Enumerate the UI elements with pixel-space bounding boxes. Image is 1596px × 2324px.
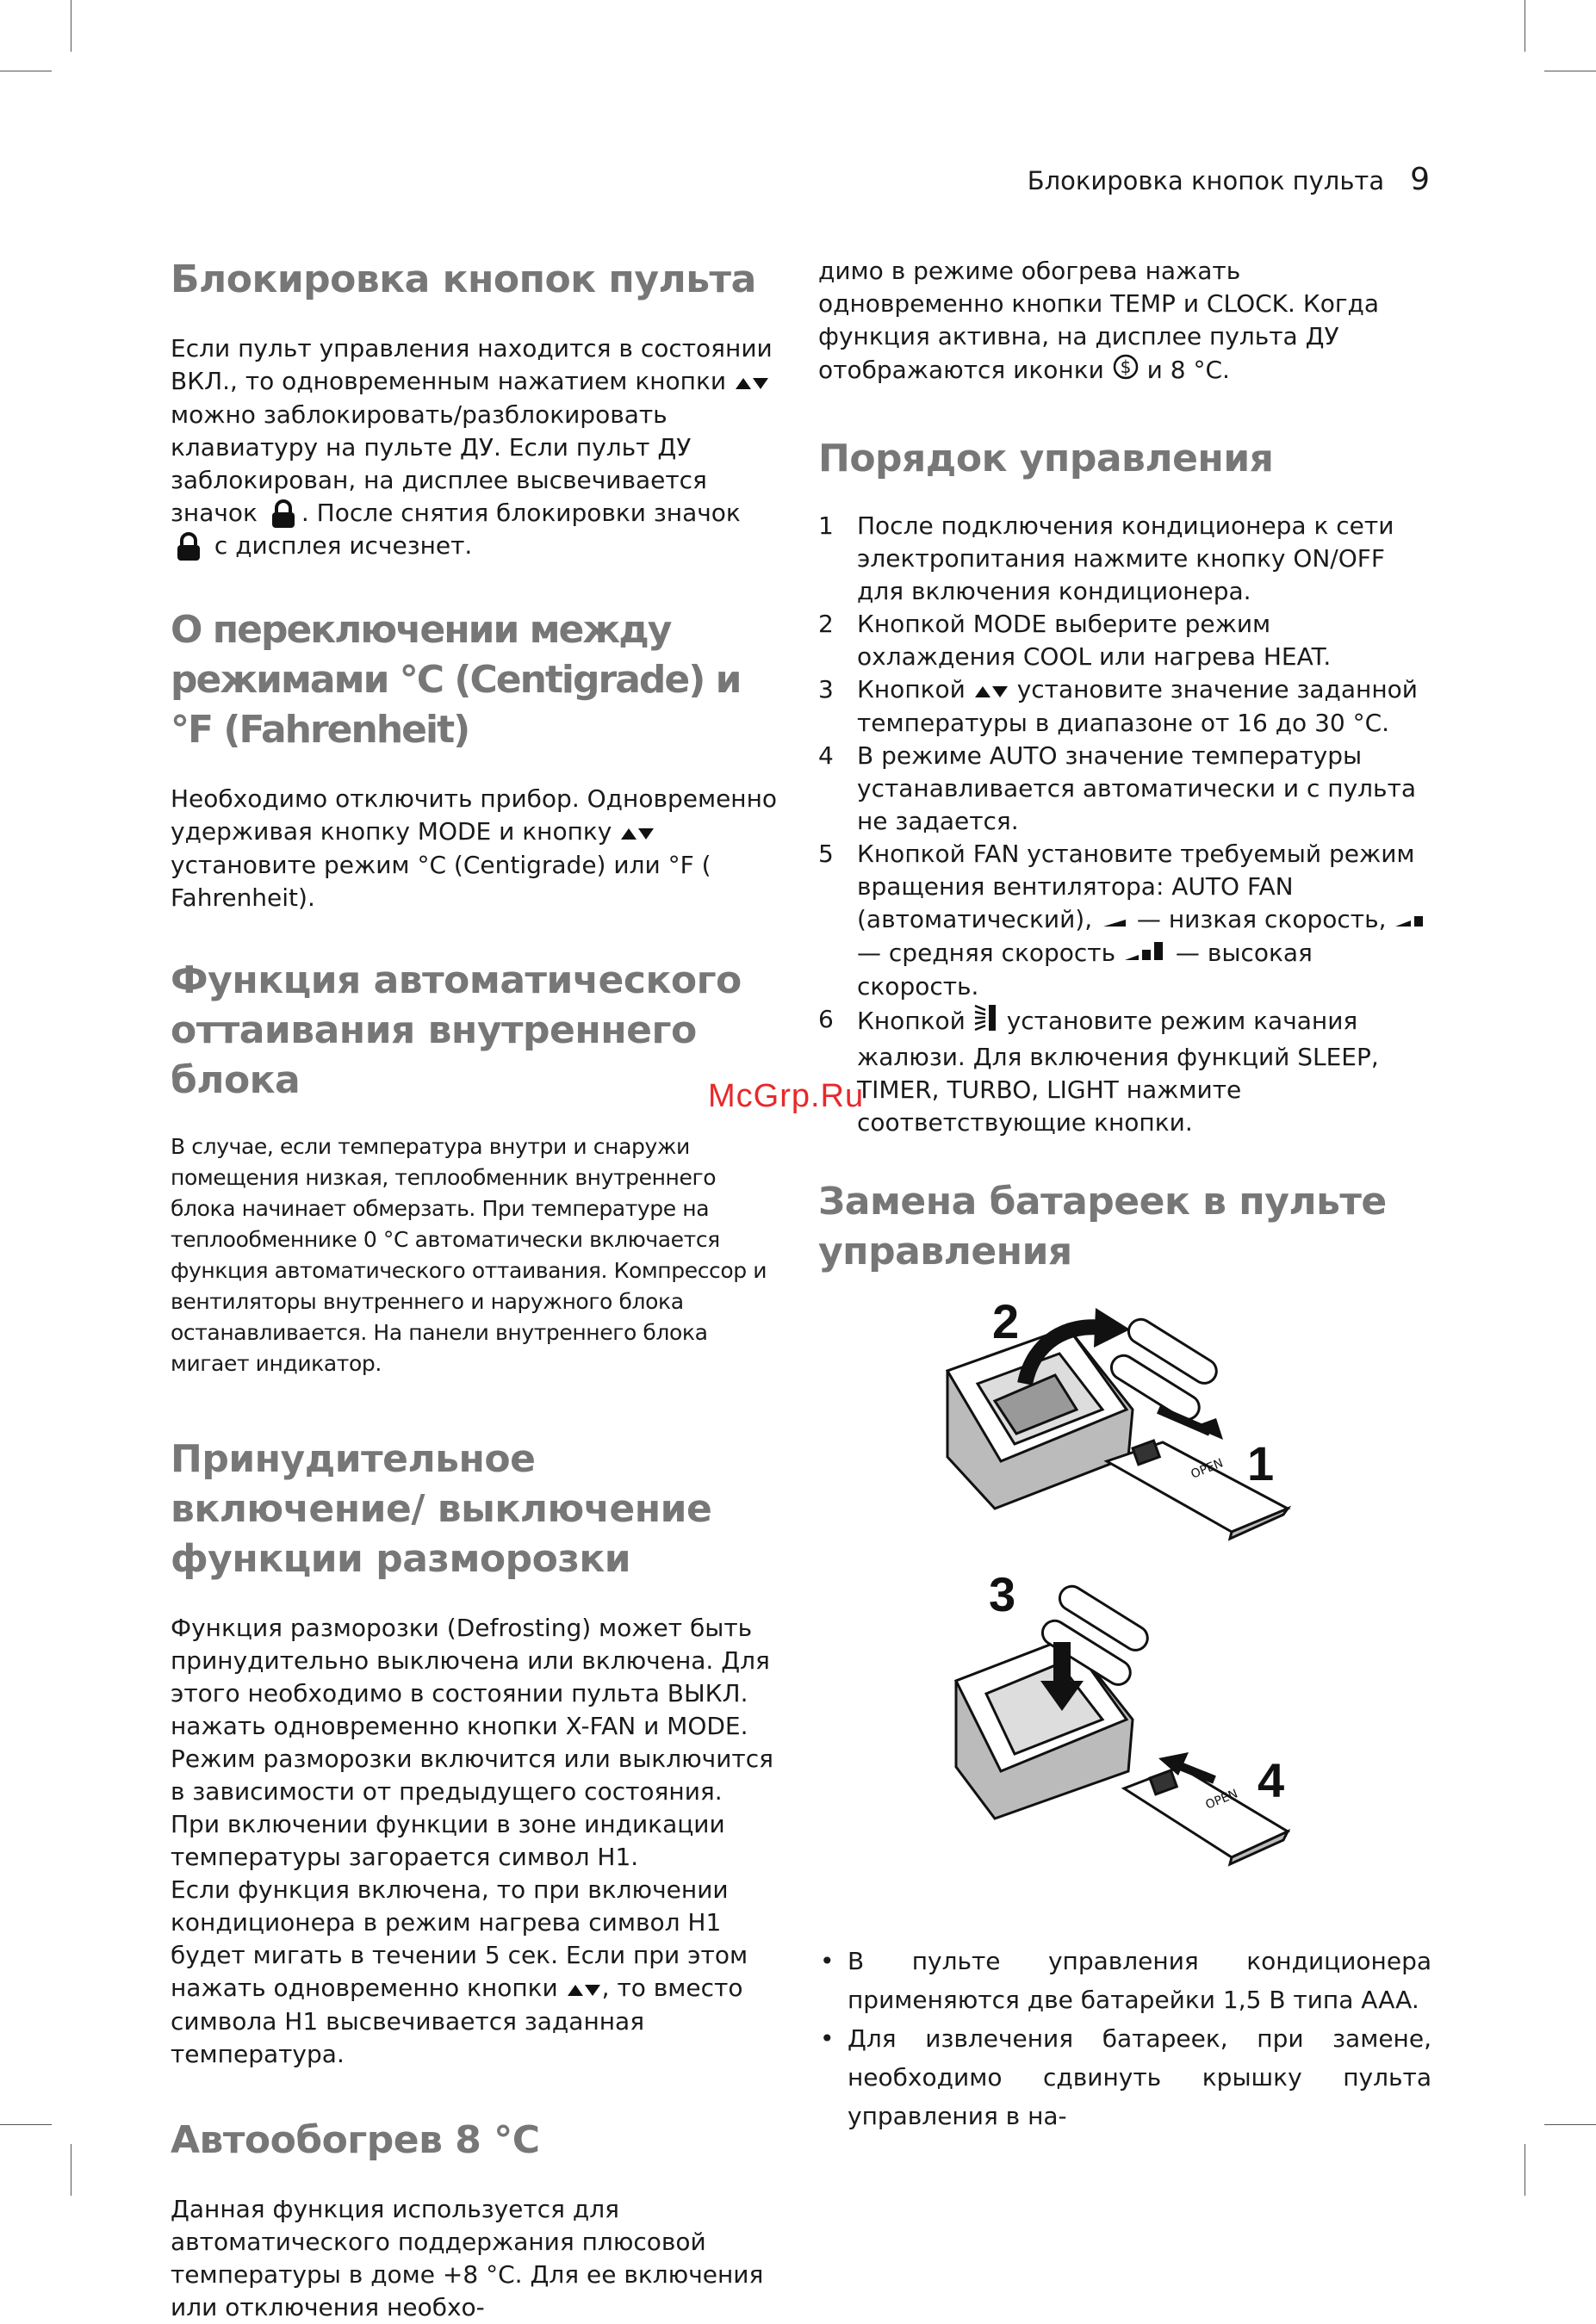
list-number: 2: [818, 610, 834, 638]
figure-label-step-2: 2: [992, 1294, 1020, 1348]
watermark: McGrp.Ru: [708, 1078, 865, 1114]
text: с дисплея исчезнет.: [214, 531, 473, 560]
running-header: [1028, 162, 1430, 197]
paragraph-auto-heat: Данная функция используется для автоматического поддержания плюсовой температуры в доме +8 °C. Для ее включения или отключения необхо-: [171, 2195, 764, 2321]
list-item: [818, 2019, 1431, 2135]
text: Кнопкой: [857, 675, 966, 703]
battery-notes-list: [818, 1942, 1431, 2135]
text: Если пульт управления находится в состоянии ВКЛ., то одновременным нажатием кнопки: [171, 334, 773, 395]
text: Если функция включена, то при включении кондиционера в режим нагрева символ H1 будет мигать в течении 5 сек. Если при этом нажать одновременно кнопки: [171, 1875, 748, 2002]
list-number: 1: [818, 511, 834, 540]
text: Кнопкой FAN установите требуемый режим вращения вентилятора: AUTO FAN (автоматический),: [857, 840, 1415, 933]
text: Кнопкой MODE выберите режим охлаждения COOL или нагрева HEAT.: [857, 610, 1332, 671]
bullet: •: [820, 1947, 835, 1975]
lock-icon: [176, 532, 202, 561]
battery-replacement-illustration: [818, 1289, 1431, 1926]
lock-icon: [270, 499, 296, 529]
section-title-forced-defrost: Принудительное включение/ выключение функции разморозки: [171, 1437, 712, 1581]
up-down-arrows-icon: [974, 674, 1009, 707]
fan-medium-icon: [1394, 904, 1428, 937]
text: В режиме AUTO значение температуры устанавливается автоматически и с пульта не задается.: [857, 741, 1417, 835]
figure-label-step-1: 1: [1247, 1436, 1275, 1490]
text: — низкая скорость,: [1136, 905, 1387, 933]
up-down-arrows-icon: [735, 366, 769, 399]
list-number: 4: [818, 741, 834, 770]
list-item: [818, 838, 1431, 1003]
list-item: [818, 740, 1431, 838]
paragraph-button-lock: [171, 332, 778, 562]
figure-label-step-3: 3: [989, 1567, 1016, 1621]
text: димо в режиме обогрева нажать одновременно кнопки TEMP и CLOCK. Когда функция активна, на дисплее пульта ДУ отображаются иконки: [818, 257, 1380, 384]
crop-mark: [1544, 2124, 1596, 2125]
text: установите режим °C (Centigrade) или °F ( Fahrenheit).: [171, 851, 711, 912]
svg-text:$: $: [1120, 356, 1132, 377]
text: Необходимо отключить прибор. Одновременно удерживая кнопку MODE и кнопку: [171, 784, 778, 846]
text: Кнопкой: [857, 1007, 966, 1035]
list-number: 3: [818, 675, 834, 703]
list-item: [818, 1942, 1431, 2019]
text: В пульте управления кондиционера применяются две батарейки 1,5 В типа AAA.: [848, 1947, 1431, 2014]
section-title-operation: Порядок управления: [818, 437, 1274, 480]
section-title-units: О переключении между режимами °C (Centigrade) и °F (Fahrenheit): [171, 608, 741, 752]
text: Для извлечения батареек, при замене, необходимо сдвинуть крышку пульта управления в на-: [848, 2024, 1431, 2130]
text: — высокая скорость.: [857, 939, 1313, 1001]
list-number: 6: [818, 1005, 834, 1033]
paragraph-forced-defrost-1: Функция разморозки (Defrosting) может быть принудительно выключена или включена. Для этого необходимо в состоянии пульта ВЫКЛ. нажать одновременно кнопки X-FAN и MODE. Режим разморозки включится или выключится в зависимости от предыдущего состояния. При включении функции в зоне индикации температуры загорается символ H1.: [171, 1614, 773, 1871]
dollar-circle-icon: [1112, 353, 1140, 389]
paragraph-auto-heat-continued: [818, 255, 1431, 389]
right-column: [818, 255, 1431, 2135]
battery-illustration-drawing: [818, 1289, 1431, 1926]
text: установите режим качания жалюзи. Для включения функций SLEEP, TIMER, TURBO, LIGHT нажмите соответствующие кнопки.: [857, 1007, 1379, 1137]
list-number: 5: [818, 840, 834, 868]
paragraph-forced-defrost-2: [171, 1874, 778, 2071]
list-item: [818, 1003, 1431, 1139]
text: , то вместо символа H1 высвечивается заданная температура.: [171, 1974, 743, 2068]
operation-list: [818, 510, 1431, 1139]
left-column: [171, 255, 778, 2324]
text: . После снятия блокировки значок: [301, 499, 741, 527]
paragraph-auto-defrost: В случае, если температура внутри и снаружи помещения низкая, теплообменник внутреннего блока начинает обмерзать. При температуре на теплообменнике 0 °C автоматически включается функция автоматического оттаивания. Компрессор и вентиляторы внутреннего и наружного блока останавливается. На панели внутреннего блока мигает индикатор.: [171, 1134, 767, 1376]
open-label-top: OPEN: [1189, 1456, 1226, 1482]
text: и 8 °C.: [1146, 356, 1230, 384]
figure-label-step-4: 4: [1258, 1753, 1285, 1807]
fan-low-icon: [1100, 904, 1129, 937]
text: — средняя скорость: [857, 939, 1116, 967]
text: После подключения кондиционера к сети электропитания нажмите кнопку ON/OFF для включения кондиционера.: [857, 511, 1394, 605]
up-down-arrows-icon: [567, 1973, 601, 2005]
arrow-3-shaft: [1053, 1642, 1071, 1685]
bullet: •: [820, 2024, 835, 2053]
up-down-arrows-icon: [620, 816, 655, 849]
fan-high-icon: [1123, 938, 1168, 970]
crop-mark: [0, 2124, 52, 2125]
arrow-head: [1094, 1308, 1130, 1348]
page-number: 9: [1410, 162, 1430, 197]
list-item: [818, 673, 1431, 740]
running-header-title: Блокировка кнопок пульта: [1027, 166, 1385, 195]
text: можно заблокировать/разблокировать клавиатуру на пульте ДУ. Если пульт ДУ заблокирован, на дисплее высвечивается значок: [171, 400, 707, 527]
list-item: [818, 608, 1431, 673]
list-item: [818, 510, 1431, 608]
open-label-bottom: OPEN: [1203, 1787, 1240, 1813]
text: установите значение заданной температуры в диапазоне от 16 до 30 °C.: [857, 675, 1418, 737]
section-title-auto-defrost: Функция автоматического оттаивания внутреннего блока: [171, 958, 742, 1102]
swing-louver-icon: [973, 1003, 999, 1041]
section-title-auto-heat: Автообогрев 8 °C: [171, 2118, 540, 2162]
section-title-button-lock: Блокировка кнопок пульта: [171, 257, 756, 301]
section-title-battery-replacement: Замена батареек в пульте управления: [818, 1180, 1387, 1274]
paragraph-units: [171, 783, 778, 914]
